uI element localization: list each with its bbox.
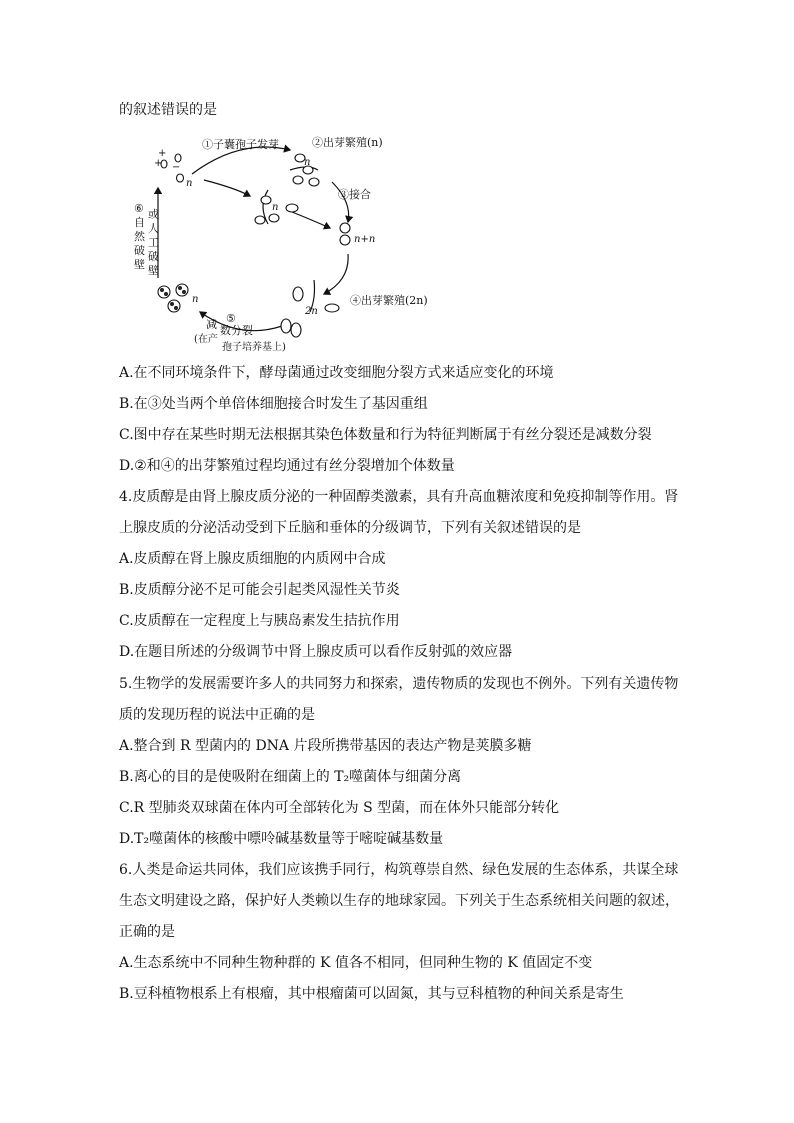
q6-option-b: B.豆科植物根系上有根瘤，其中根瘤菌可以固氮，其与豆科植物的种间关系是寄生 xyxy=(119,986,624,1002)
yeast-life-cycle-diagram xyxy=(134,130,460,360)
arrow-to-step4 xyxy=(324,254,348,294)
q4-option-c: C.皮质醇在一定程度上与胰岛素发生拮抗作用 xyxy=(119,613,400,629)
q4-stem-line1: 4.皮质醇是由肾上腺皮质分泌的一种固醇类激素，具有升高血糖浓度和免疫抑制等作用。肾 xyxy=(119,489,679,505)
svg-text:n+n: n+n xyxy=(354,234,376,245)
svg-text:(在产: (在产 xyxy=(194,334,218,345)
label-step6-number: ⑥ xyxy=(134,202,144,215)
svg-text:壁: 壁 xyxy=(148,264,159,277)
q5-option-a: A.整合到 R 型菌内的 DNA 片段所携带基因的表达产物是荚膜多糖 xyxy=(119,738,532,754)
q3-option-d: D.②和④的出芽繁殖过程均通过有丝分裂增加个体数量 xyxy=(119,458,455,474)
q6-stem-line2: 生态文明建设之路，保护好人类赖以生存的地球家园。下列关于生态系统相关问题的叙述， xyxy=(119,893,679,909)
q4-option-d: D.在题目所述的分级调节中肾上腺皮质可以看作反射弧的效应器 xyxy=(119,644,513,660)
svg-text:n: n xyxy=(192,294,199,305)
svg-text:2n: 2n xyxy=(305,306,318,317)
label-step1: ①子囊孢子发芽 xyxy=(202,138,279,151)
svg-text:n: n xyxy=(272,202,279,213)
svg-text:+: + xyxy=(158,148,167,159)
q5-option-c: C.R 型肺炎双球菌在体内可全部转化为 S 型菌，而在体外只能部分转化 xyxy=(119,800,560,816)
svg-text:工: 工 xyxy=(148,236,159,249)
minus-sign: − xyxy=(172,162,181,173)
q3-option-b: B.在③处当两个单倍体细胞接合时发生了基因重组 xyxy=(119,396,428,412)
svg-text:n: n xyxy=(186,178,193,189)
svg-text:自: 自 xyxy=(134,216,145,229)
q5-stem-line2: 质的发现历程的说法中正确的是 xyxy=(119,707,315,723)
label-step5-number: ⑤ xyxy=(226,312,236,325)
svg-text:n: n xyxy=(304,157,311,168)
svg-text:或: 或 xyxy=(148,208,159,221)
question-intro-tail: 的叙述错误的是 xyxy=(119,102,217,118)
svg-text:破: 破 xyxy=(148,250,159,263)
svg-text:孢子培养基上): 孢子培养基上) xyxy=(222,342,286,353)
q4-option-b: B.皮质醇分泌不足可能会引起类风湿性关节炎 xyxy=(119,582,400,598)
svg-text:数分裂: 数分裂 xyxy=(220,324,253,337)
svg-text:减: 减 xyxy=(206,318,217,331)
q4-stem-line2: 上腺皮质的分泌活动受到下丘脑和垂体的分级调节，下列有关叙述错误的是 xyxy=(119,520,581,536)
svg-text:人: 人 xyxy=(148,222,159,235)
q6-option-a: A.生态系统中不同种生物种群的 K 值各不相同，但同种生物的 K 值固定不变 xyxy=(119,955,593,971)
q3-option-a: A.在不同环境条件下，酵母菌通过改变细胞分裂方式来适应变化的环境 xyxy=(119,365,554,381)
q5-option-b: B.离心的目的是使吸附在细菌上的 T₂噬菌体与细菌分离 xyxy=(119,769,462,785)
q5-option-d: D.T₂噬菌体的核酸中嘌呤碱基数量等于嘧啶碱基数量 xyxy=(119,831,444,847)
label-step3: ③接合 xyxy=(338,188,371,201)
plus-sign: + xyxy=(154,158,163,169)
svg-text:壁: 壁 xyxy=(134,258,145,271)
svg-text:然: 然 xyxy=(134,230,145,243)
q3-option-c: C.图中存在某些时期无法根据其染色体数量和行为特征判断属于有丝分裂还是减数分裂 xyxy=(119,427,652,443)
svg-text:破: 破 xyxy=(134,244,145,257)
q6-stem-line3: 正确的是 xyxy=(119,924,175,940)
label-step2: ②出芽繁殖(n) xyxy=(312,136,383,149)
arrow-step1 xyxy=(192,147,290,174)
label-step4: ④出芽繁殖(2n) xyxy=(350,294,428,307)
q5-stem-line1: 5.生物学的发展需要许多人的共同努力和探索，遗传物质的发现也不例外。下列有关遗传物 xyxy=(119,676,679,692)
q4-option-a: A.皮质醇在肾上腺皮质细胞的内质网中合成 xyxy=(119,551,386,567)
q6-stem-line1: 6.人类是命运共同体，我们应该携手同行，构筑尊崇自然、绿色发展的生态体系，共谋全球 xyxy=(119,862,679,878)
